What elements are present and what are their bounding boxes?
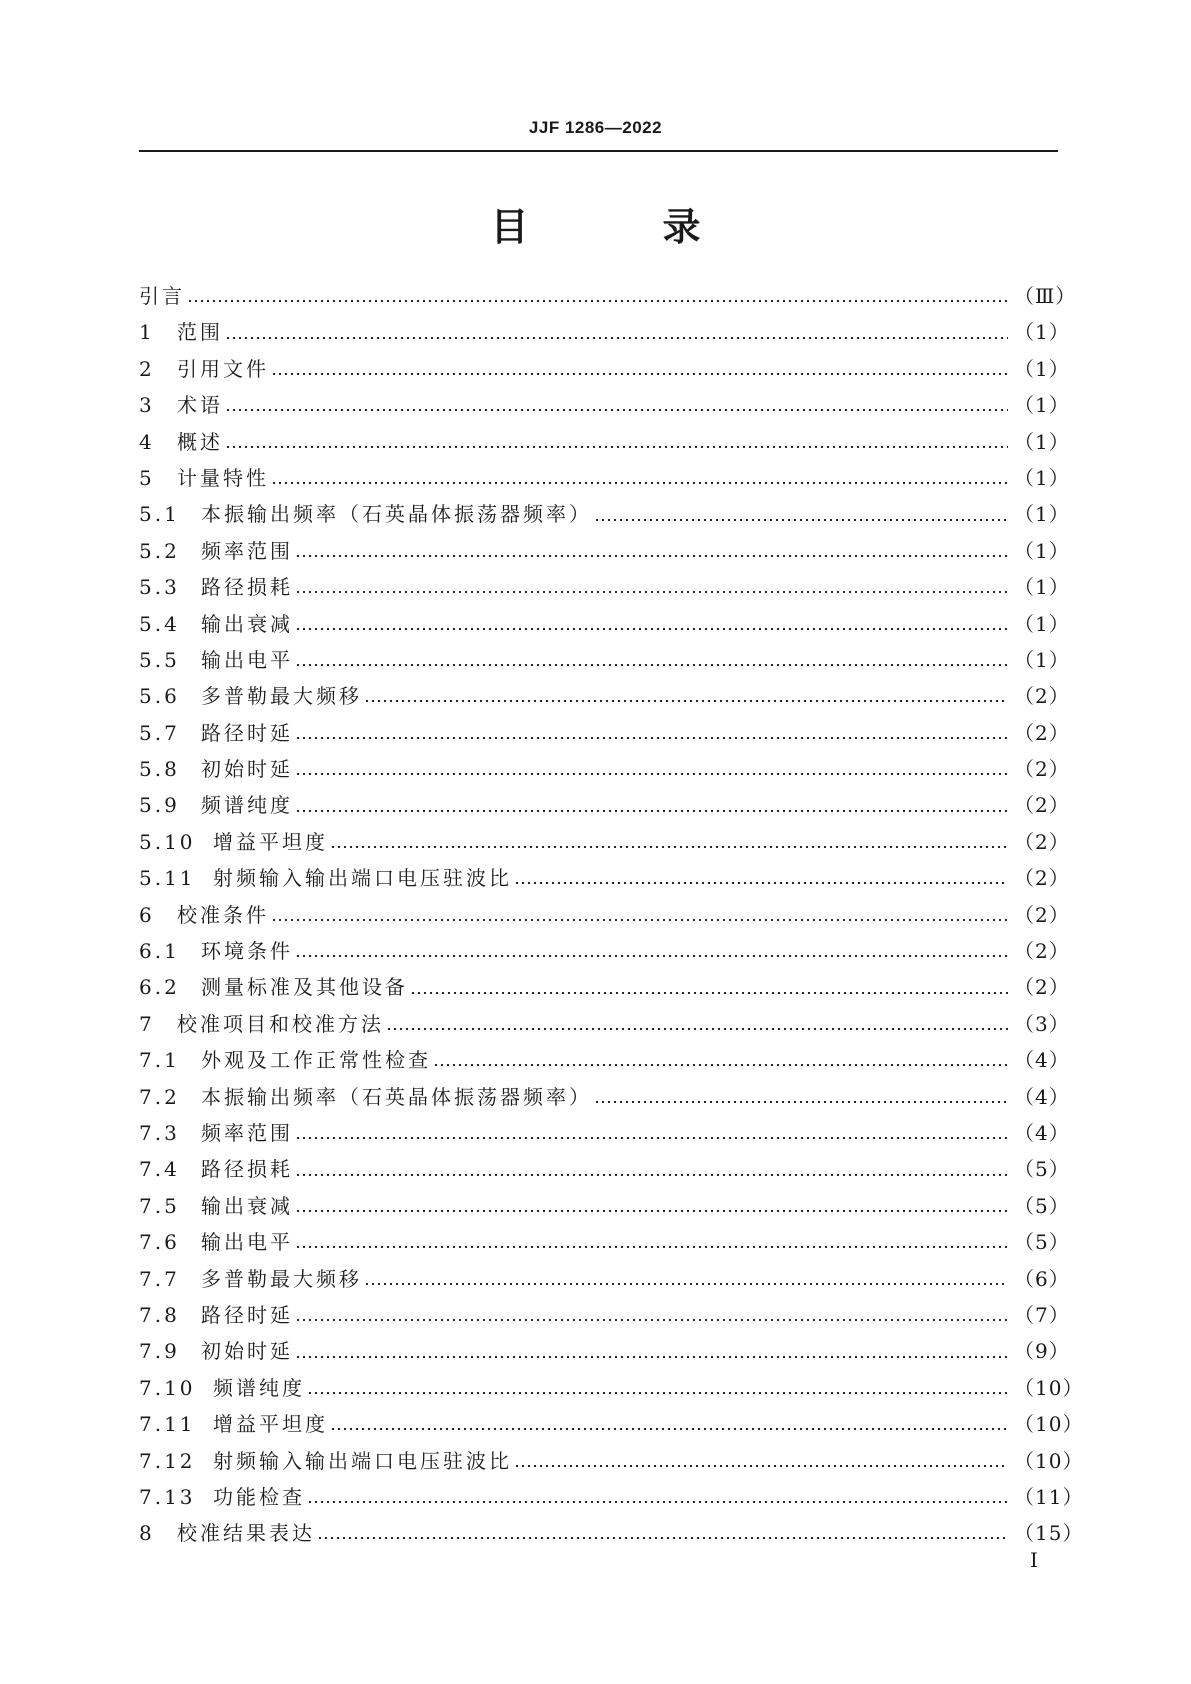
toc-entry-title: 初始时延 <box>201 757 293 782</box>
toc-entry-page: （4） <box>1014 1048 1070 1073</box>
document-code: JJF 1286—2022 <box>528 118 663 137</box>
toc-entry[interactable] <box>139 933 1070 969</box>
toc-entry[interactable] <box>139 1188 1070 1224</box>
header-divider <box>139 150 1058 152</box>
toc-entry-title: 频率范围 <box>201 538 293 563</box>
toc-dot-leader <box>295 591 1008 593</box>
toc-entry-number: 7.1 <box>139 1048 180 1073</box>
toc-entry-page: （3） <box>1014 1011 1070 1036</box>
toc-entry-title: 路径时延 <box>201 720 293 745</box>
toc-entry-page: （4） <box>1014 1084 1070 1109</box>
toc-dot-leader <box>295 737 1008 739</box>
toc-entry-page: （6） <box>1014 1266 1070 1291</box>
toc-entry-page: （1） <box>1014 429 1070 454</box>
toc-entry[interactable] <box>139 642 1070 678</box>
toc-entry-page: （7） <box>1014 1302 1070 1327</box>
toc-entry[interactable] <box>139 969 1070 1005</box>
toc-entry-page: （1） <box>1014 356 1070 381</box>
toc-entry-page: （2） <box>1014 793 1070 818</box>
toc-entry-page: （1） <box>1014 538 1070 563</box>
toc-dot-leader <box>295 664 1008 666</box>
toc-entry-page: （2） <box>1014 939 1070 964</box>
toc-entry[interactable] <box>139 569 1070 605</box>
toc-entry-number: 5.10 <box>139 829 196 854</box>
toc-entry-page: （1） <box>1014 320 1070 345</box>
toc-entry-page: （2） <box>1014 829 1070 854</box>
toc-dot-leader <box>317 1537 1008 1539</box>
toc-dot-leader <box>364 1283 1008 1285</box>
toc-dot-leader <box>295 773 1008 775</box>
toc-entry-number: 3 <box>139 393 155 418</box>
toc-entry-title: 增益平坦度 <box>213 829 328 854</box>
toc-entry[interactable] <box>139 278 1077 314</box>
toc-entry[interactable] <box>139 678 1070 714</box>
toc-dot-leader <box>295 555 1008 557</box>
page-number: Ⅰ <box>1030 1548 1038 1572</box>
toc-dot-leader <box>295 1356 1008 1358</box>
toc-dot-leader <box>295 1246 1008 1248</box>
toc-dot-leader <box>364 700 1008 702</box>
toc-entry[interactable] <box>139 533 1070 569</box>
toc-dot-leader <box>187 300 1008 302</box>
toc-entry[interactable] <box>139 824 1070 860</box>
toc-entry-page: （2） <box>1014 866 1070 891</box>
toc-entry[interactable] <box>139 787 1070 823</box>
toc-entry-title: 功能检查 <box>213 1484 305 1509</box>
toc-entry-page: （1） <box>1014 393 1070 418</box>
toc-dot-leader <box>330 846 1008 848</box>
toc-entry[interactable] <box>139 1151 1070 1187</box>
toc-dot-leader <box>271 919 1008 921</box>
toc-entry[interactable] <box>139 1042 1070 1078</box>
toc-entry-page: （11） <box>1014 1484 1084 1509</box>
toc-entry-page: （15） <box>1014 1521 1084 1546</box>
page-title: 目 录 <box>490 205 749 249</box>
toc-dot-leader <box>271 482 1008 484</box>
toc-entry-page: （2） <box>1014 757 1070 782</box>
toc-entry-title: 校准结果表达 <box>177 1521 315 1546</box>
toc-entry-number: 6.2 <box>139 975 180 1000</box>
toc-entry-title: 频率范围 <box>201 1120 293 1145</box>
toc-entry-page: （10） <box>1014 1375 1084 1400</box>
toc-dot-leader <box>307 1501 1008 1503</box>
toc-entry-page: （1） <box>1014 502 1070 527</box>
toc-entry[interactable] <box>139 1515 1084 1551</box>
toc-dot-leader <box>225 409 1008 411</box>
toc-dot-leader <box>225 337 1008 339</box>
toc-entry-title: 本振输出频率（石英晶体振荡器频率） <box>201 502 592 527</box>
toc-entry[interactable] <box>139 897 1070 933</box>
toc-entry[interactable] <box>139 1406 1084 1442</box>
toc-entry-title: 范围 <box>177 320 223 345</box>
toc-entry-number: 7 <box>139 1011 155 1036</box>
toc-entry-number: 5 <box>139 465 155 490</box>
toc-dot-leader <box>295 1174 1008 1176</box>
toc-entry-number: 5.3 <box>139 575 180 600</box>
toc-dot-leader <box>307 1392 1008 1394</box>
table-of-contents <box>139 278 1084 1552</box>
toc-entry-number: 5.1 <box>139 502 180 527</box>
toc-entry-number: 5.11 <box>139 866 196 891</box>
toc-entry-title: 多普勒最大频移 <box>201 684 362 709</box>
toc-entry-page: （2） <box>1014 684 1070 709</box>
toc-entry-title: 多普勒最大频移 <box>201 1266 362 1291</box>
toc-entry[interactable] <box>139 1370 1084 1406</box>
toc-entry-title: 输出电平 <box>201 647 293 672</box>
toc-entry[interactable] <box>139 460 1070 496</box>
toc-entry-title: 路径时延 <box>201 1302 293 1327</box>
toc-entry[interactable] <box>139 860 1070 896</box>
toc-entry-title: 引用文件 <box>177 356 269 381</box>
toc-entry-number: 2 <box>139 356 155 381</box>
toc-entry-title: 术语 <box>177 393 223 418</box>
toc-entry-page: （5） <box>1014 1230 1070 1255</box>
toc-dot-leader <box>514 882 1008 884</box>
toc-entry[interactable] <box>139 1261 1070 1297</box>
toc-entry-number: 5.4 <box>139 611 180 636</box>
toc-dot-leader <box>225 446 1008 448</box>
toc-entry[interactable] <box>139 1297 1070 1333</box>
toc-entry-number: 8 <box>139 1521 155 1546</box>
toc-entry-title: 环境条件 <box>201 939 293 964</box>
toc-entry[interactable] <box>139 1079 1070 1115</box>
toc-entry-page: （1） <box>1014 611 1070 636</box>
toc-dot-leader <box>295 1137 1008 1139</box>
toc-entry-page: （9） <box>1014 1339 1070 1364</box>
toc-entry-page: （5） <box>1014 1157 1070 1182</box>
toc-entry-title: 概述 <box>177 429 223 454</box>
toc-dot-leader <box>594 1101 1008 1103</box>
toc-entry-title: 输出衰减 <box>201 1193 293 1218</box>
toc-entry[interactable] <box>139 424 1070 460</box>
toc-entry-title: 频谱纯度 <box>201 793 293 818</box>
toc-entry-number: 5.7 <box>139 720 180 745</box>
toc-entry-number: 5.9 <box>139 793 180 818</box>
toc-entry-number: 7.3 <box>139 1120 180 1145</box>
toc-entry-number: 7.9 <box>139 1339 180 1364</box>
toc-entry-number: 7.12 <box>139 1448 196 1473</box>
toc-entry-title: 外观及工作正常性检查 <box>201 1048 431 1073</box>
toc-entry-number: 7.10 <box>139 1375 196 1400</box>
toc-entry-page: （1） <box>1014 465 1070 490</box>
toc-dot-leader <box>295 810 1008 812</box>
toc-entry-page: （2） <box>1014 902 1070 927</box>
toc-dot-leader <box>514 1465 1008 1467</box>
toc-entry-title: 增益平坦度 <box>213 1412 328 1437</box>
toc-entry[interactable] <box>139 751 1070 787</box>
toc-entry[interactable] <box>139 1115 1070 1151</box>
toc-entry-number: 7.8 <box>139 1302 180 1327</box>
toc-entry-page: （10） <box>1014 1412 1084 1437</box>
toc-entry-number: 7.6 <box>139 1230 180 1255</box>
toc-entry-title: 本振输出频率（石英晶体振荡器频率） <box>201 1084 592 1109</box>
toc-entry-page: （2） <box>1014 975 1070 1000</box>
toc-dot-leader <box>433 1064 1008 1066</box>
toc-entry-number: 5.8 <box>139 757 180 782</box>
toc-dot-leader <box>271 373 1008 375</box>
toc-entry-title: 计量特性 <box>177 465 269 490</box>
toc-entry-page: （1） <box>1014 575 1070 600</box>
toc-entry-title: 输出衰减 <box>201 611 293 636</box>
toc-entry-number: 7.4 <box>139 1157 180 1182</box>
toc-entry-number: 5.6 <box>139 684 180 709</box>
toc-entry-page: （5） <box>1014 1193 1070 1218</box>
toc-entry-title: 初始时延 <box>201 1339 293 1364</box>
toc-entry-title: 频谱纯度 <box>213 1375 305 1400</box>
toc-entry-page: （4） <box>1014 1120 1070 1145</box>
toc-entry-title: 测量标准及其他设备 <box>201 975 408 1000</box>
toc-dot-leader <box>386 1028 1008 1030</box>
toc-entry-number: 6 <box>139 902 155 927</box>
toc-entry-title: 路径损耗 <box>201 1157 293 1182</box>
toc-entry[interactable] <box>139 1443 1084 1479</box>
toc-entry[interactable] <box>139 314 1070 350</box>
toc-entry-number: 1 <box>139 320 155 345</box>
toc-dot-leader <box>295 628 1008 630</box>
toc-entry-title: 射频输入输出端口电压驻波比 <box>213 1448 512 1473</box>
toc-entry-number: 5.2 <box>139 538 180 563</box>
toc-entry-page: （1） <box>1014 647 1070 672</box>
toc-entry-number: 6.1 <box>139 939 180 964</box>
toc-entry[interactable] <box>139 387 1070 423</box>
toc-entry[interactable] <box>139 606 1070 642</box>
toc-entry-title: 射频输入输出端口电压驻波比 <box>213 866 512 891</box>
toc-entry[interactable] <box>139 496 1070 532</box>
toc-entry[interactable] <box>139 715 1070 751</box>
toc-dot-leader <box>295 1319 1008 1321</box>
toc-entry[interactable] <box>139 1224 1070 1260</box>
toc-entry-number: 7.11 <box>139 1412 196 1437</box>
toc-entry-title: 校准条件 <box>177 902 269 927</box>
toc-entry-number: 7.2 <box>139 1084 180 1109</box>
toc-entry-title: 校准项目和校准方法 <box>177 1011 384 1036</box>
toc-entry-number: 4 <box>139 429 155 454</box>
toc-dot-leader <box>410 992 1008 994</box>
toc-entry-page: （2） <box>1014 720 1070 745</box>
toc-dot-leader <box>295 955 1008 957</box>
toc-entry[interactable] <box>139 1479 1084 1515</box>
toc-dot-leader <box>295 1210 1008 1212</box>
toc-entry[interactable] <box>139 1333 1070 1369</box>
toc-entry-title: 引言 <box>139 284 185 308</box>
toc-entry[interactable] <box>139 351 1070 387</box>
toc-entry-number: 7.13 <box>139 1484 196 1509</box>
toc-entry-number: 7.5 <box>139 1193 180 1218</box>
toc-entry-number: 5.5 <box>139 647 180 672</box>
toc-entry-title: 路径损耗 <box>201 575 293 600</box>
toc-dot-leader <box>330 1428 1008 1430</box>
toc-entry-title: 输出电平 <box>201 1230 293 1255</box>
toc-entry[interactable] <box>139 1006 1070 1042</box>
toc-entry-page: （10） <box>1014 1448 1084 1473</box>
toc-entry-number: 7.7 <box>139 1266 180 1291</box>
toc-dot-leader <box>594 519 1008 521</box>
toc-entry-page: （Ⅲ） <box>1014 284 1077 308</box>
